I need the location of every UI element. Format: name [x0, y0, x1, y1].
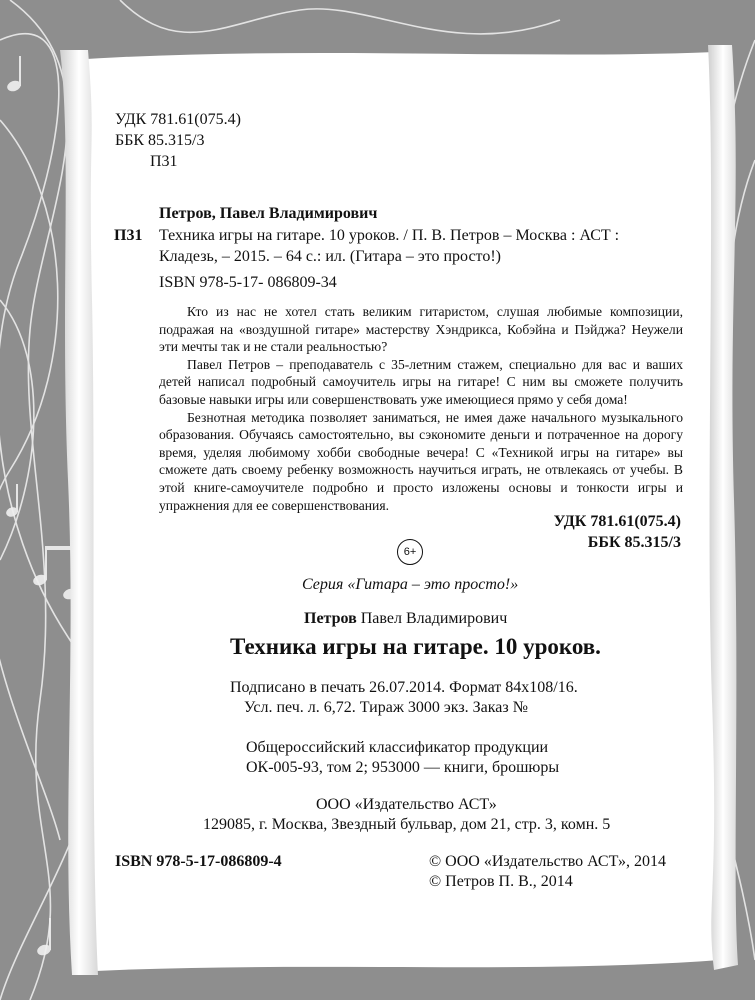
right-udk-code: УДК 781.61(075.4)	[553, 513, 681, 530]
signed-to-print: Подписано в печать 26.07.2014. Формат 84х108/16.	[230, 679, 578, 696]
book-title: Техника игры на гитаре. 10 уроков.	[230, 634, 601, 659]
footer-isbn: ISBN 978-5-17-086809-4	[115, 853, 282, 870]
imprint-author-surname: Петров	[304, 610, 357, 627]
abstract-paragraph: Безнотная методика позволяет заниматься, не имея даже начального музыкального образования. Обучаясь самостоятельно, вы сэкономите деньги и потраченное на дорогу время, уделяя любимому хобби свободные вечера! С «Техникой игры на гитаре» вы сможете дать своему ребенку возможность научиться играть, не отвлекаясь от учебы. В этой книге-самоучителе подробно и просто изложены основы и тонкости игры и упражнения для ее совершенствования.	[159, 409, 683, 513]
publisher-name: ООО «Издательство АСТ»	[316, 796, 497, 813]
abstract-paragraph: Кто из нас не хотел стать великим гитаристом, слушая любимые композиции, подражая на «воздушной гитаре» мастерству Хэндрикса, Кобэйна и Пэйджа? Неужели эти мечты так и не стали реальностью?	[159, 304, 683, 355]
record-description-line1: Техника игры на гитаре. 10 уроков. / П. В. Петров – Москва : АСТ :	[159, 227, 620, 244]
classifier-line1: Общероссийский классификатор продукции	[246, 739, 549, 756]
record-description-line2: Кладезь, – 2015. – 64 с.: ил. (Гитара – это просто!)	[159, 248, 501, 265]
classifier-line2: ОК-005-93, том 2; 953000 — книги, брошюры	[246, 759, 560, 776]
imprint-author	[304, 609, 507, 629]
right-bbk-code: ББК 85.315/3	[587, 534, 681, 551]
print-sheets: Усл. печ. л. 6,72. Тираж 3000 экз. Заказ №	[244, 699, 528, 716]
author-heading: Петров, Павел Владимирович	[159, 205, 378, 222]
author-sign: П31	[150, 153, 178, 170]
age-rating-badge: 6+	[397, 539, 423, 565]
record-sign: П31	[114, 227, 143, 244]
copyright-publisher: © ООО «Издательство АСТ», 2014	[429, 853, 666, 870]
record-isbn: ISBN 978-5-17- 086809-34	[159, 274, 337, 291]
bbk-code: ББК 85.315/3	[115, 132, 205, 149]
abstract	[159, 303, 683, 514]
imprint-author-name: Павел Владимирович	[360, 610, 508, 627]
copyright-author: © Петров П. В., 2014	[429, 873, 573, 890]
publisher-address: 129085, г. Москва, Звездный бульвар, дом 21, стр. 3, комн. 5	[203, 816, 611, 833]
series-name: Серия «Гитара – это просто!»	[302, 576, 519, 593]
udk-code: УДК 781.61(075.4)	[115, 111, 241, 128]
abstract-paragraph: Павел Петров – преподаватель с 35-летним стажем, специально для вас и ваших детей написал подробный самоучитель игры на гитаре! С ним вы сможете получить базовые навыки игры или совершенствовать уже имеющиеся прямо у себя дома!	[159, 356, 683, 407]
